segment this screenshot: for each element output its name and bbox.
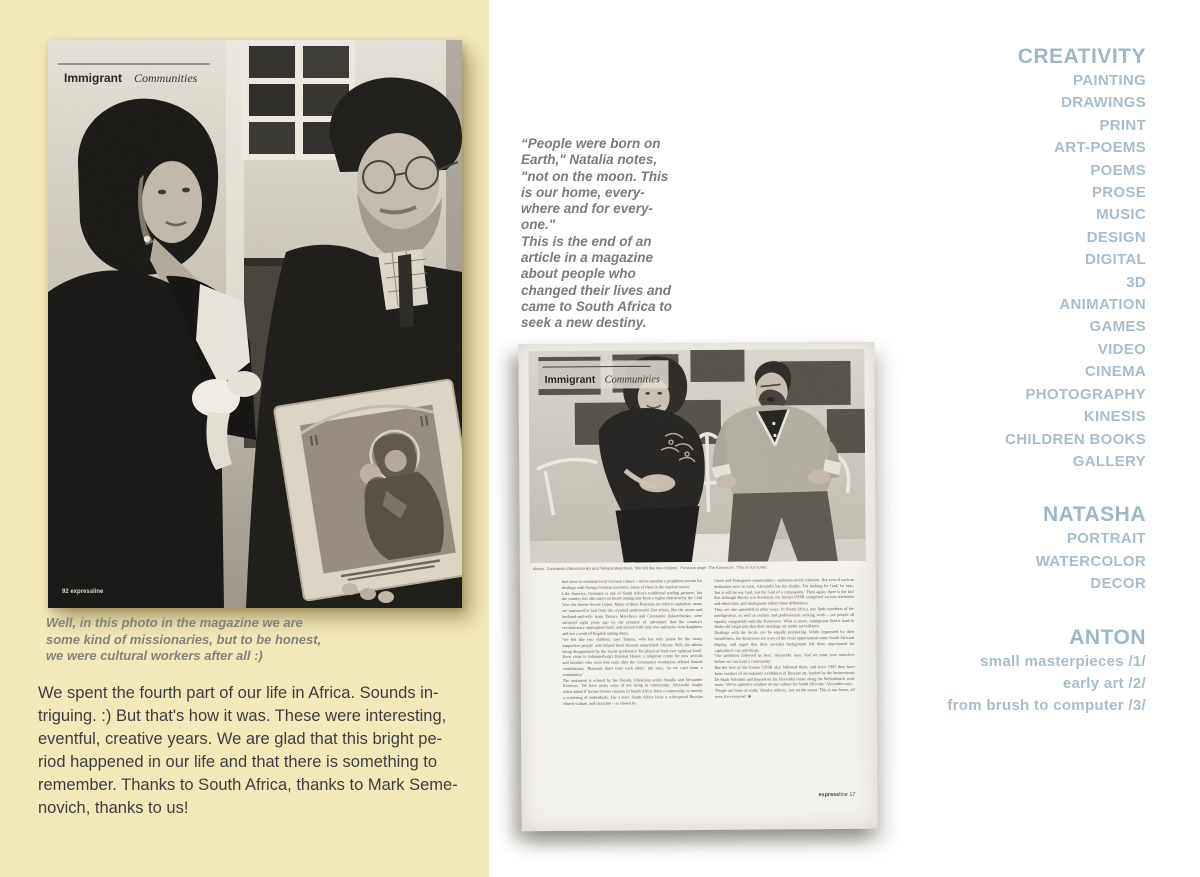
menu-item-portrait[interactable]: PORTRAIT bbox=[1066, 530, 1146, 548]
photo-caption: Well, in this photo in the magazine we are some kind of missionaries, but to be honest, we were cultural workers after all :) bbox=[46, 615, 322, 663]
menu-item-cinema[interactable]: CINEMA bbox=[1085, 363, 1146, 381]
menu-item-painting[interactable]: PAINTING bbox=[1073, 72, 1146, 89]
menu-item-drawings[interactable]: DRAWINGS bbox=[1061, 94, 1146, 112]
menu-item-music[interactable]: MUSIC bbox=[1096, 206, 1146, 224]
intro-paragraph: We spent the fourth part of our life in Africa. Sounds in- triguing. :) But that's how it was. These were interesting, eventful, creative years. We are glad that this bright pe- riod happened in our life and that there is something to remember. Thanks to South Africa, thanks to Mark Seme- novich, thanks to us! bbox=[38, 684, 458, 817]
menu-item-from-brush-to-computer-3[interactable]: from brush to computer /3/ bbox=[947, 697, 1146, 715]
main-menu bbox=[947, 44, 1146, 718]
menu-item-3d[interactable]: 3D bbox=[1126, 273, 1146, 291]
magazine-photo-caption: Above: Constantin Zakartchenko and Tamara Mascheva. 'We felt like two children.' Previous page: The Konovovs. 'This is our home.' bbox=[532, 564, 769, 572]
menu-item-design[interactable]: DESIGN bbox=[1086, 228, 1146, 246]
article-column-1: that serve to maintain local German culture – not to mention a propitious terrain for dealings with foreign German investors, many of them in the tourism sector. Like America, Germany is one of South Africa's traditional trading partners, but the country has also taken on board immigrants from a region obscured by the Cold War: the former Soviet Union. Many of these Russians are reborn capitalists, many are rumoured to hail from the criminal underworld. But others, like the actors and husband-and-wife team Tamara Mascheva and Constantin Zakartchenko, were attracted eight years ago by the promise of 'adventure' that the country's revolutionary atmosphere held, and arrived with only two suitcases, twin daughters and not a word of English among them. 'We felt like two children,' says Tamara, who has only praise for the 'many supportive people' who helped them become naturalised citizens. Still, she admits being disappointed by the locals' preference 'for physical food over spiritual food'. Even visits to Johannesburg's Russian House, a religious centre for new arrivals and families who went into exile after the Communist revolution, offered limited consolations. 'Russians don't trust each other,' she says, 'so we can't form a community.' The sentiment is echoed by her friends, Ukrainian artists Natalia and Alexander Konovov. 'We have many ways of not being in community,' Alexander laughs when asked if former Soviet citizens in South Africa form a community or merely a scattering of individuals. For a start, South Africa lacks a widespread Russian church-culture, and churches – as shown by bbox=[561, 577, 703, 706]
magazine-photo-couple-seated bbox=[528, 349, 865, 563]
quote-text: “People were born on Earth," Natalia notes, "not on the moon. This is our home, every- where and for every- one." This is the end of an article in a magazine about people who changed their lives and came to South Africa to seek a new destiny. bbox=[521, 136, 673, 331]
menu-item-gallery[interactable]: GALLERY bbox=[1072, 452, 1146, 470]
article-column-2: Greek and Portuguese communities – maintain social cohesion. But even if such an institution were to exist, Alexander has his doubts. 'I'm looking for God,' he says, 'but it will be my God, not the God of a community.' Then again, there is the fact that although Russia was dominant, the former USSR comprised various territories and ethnicities, and immigrants reflect these differences. They are also unsettled in other ways. In South Africa, one finds members of the intelligentsia, as well as realists and professionals seeking work – not people all equally compatible with the Konovovs. What is more, immigrants find it hard to shake old suspicions that their meetings are under surveillance. Dealings with the locals can be equally perplexing. While impressed by their friendliness, the Konovovs are wary of the retail opportunism some South Africans display, and regret that their socialist background left them unprepared for capitalism's cut-and-thrust. 'Our problems followed us here,' Alexander says, 'and we must cure ourselves before we can form a community.' But the best of the former USSR also followed them, and since 1993 they have been curators of an exquisite exhibition of Russian art, funded by the businessman Dr Mark Voloshin and housed on his Hexendal estate along the Stellenbosch wine route. 'We've opened a window on our culture for South Africans,' Alexander says. 'People are born on earth,' Natalia reflects, 'not on the moon. This is our home, all over, for everyone.' ■ bbox=[713, 576, 855, 699]
menu-item-poems[interactable]: POEMS bbox=[1090, 161, 1146, 179]
menu-group-anton bbox=[947, 625, 1146, 718]
menu-item-video[interactable]: VIDEO bbox=[1097, 340, 1146, 358]
magazine-footer-brand-bold: express bbox=[818, 792, 840, 799]
magazine-photo-couple-seated-art bbox=[528, 349, 865, 563]
magazine-photo-icon-couple bbox=[48, 40, 462, 608]
menu-item-watercolor[interactable]: WATERCOLOR bbox=[1035, 552, 1146, 570]
magazine-footer bbox=[818, 792, 855, 798]
left-panel bbox=[0, 0, 489, 877]
menu-item-prose[interactable]: PROSE bbox=[1091, 184, 1146, 202]
menu-item-kinesis[interactable]: KINESIS bbox=[1083, 408, 1146, 426]
magazine-footer-page-number: 17 bbox=[849, 791, 856, 798]
menu-item-print[interactable]: PRINT bbox=[1099, 116, 1146, 134]
menu-heading-creativity[interactable]: CREATIVITY bbox=[1017, 45, 1146, 68]
menu-item-decor[interactable]: DECOR bbox=[1090, 575, 1146, 593]
menu-item-photography[interactable]: PHOTOGRAPHY bbox=[1025, 385, 1146, 403]
menu-item-children-books[interactable]: CHILDREN BOOKS bbox=[1005, 430, 1146, 448]
menu-item-early-art-2[interactable]: early art /2/ bbox=[1062, 674, 1146, 692]
menu-item-animation[interactable]: ANIMATION bbox=[1059, 296, 1146, 314]
menu-item-art-poems[interactable]: ART-POEMS bbox=[1054, 139, 1146, 157]
menu-group-creativity bbox=[947, 44, 1146, 473]
menu-item-digital[interactable]: DIGITAL bbox=[1085, 251, 1146, 269]
menu-heading-natasha[interactable]: NATASHA bbox=[1042, 503, 1146, 527]
menu-item-games[interactable]: GAMES bbox=[1089, 318, 1146, 336]
menu-group-natasha bbox=[947, 502, 1146, 595]
menu-heading-anton[interactable]: ANTON bbox=[1069, 625, 1146, 649]
magazine-page-scan bbox=[518, 342, 877, 831]
menu-item-small-masterpieces-1[interactable]: small masterpieces /1/ bbox=[980, 652, 1146, 670]
magazine-footer-brand-light: line bbox=[839, 791, 848, 799]
magazine-photo-icon-couple-art bbox=[48, 40, 462, 608]
